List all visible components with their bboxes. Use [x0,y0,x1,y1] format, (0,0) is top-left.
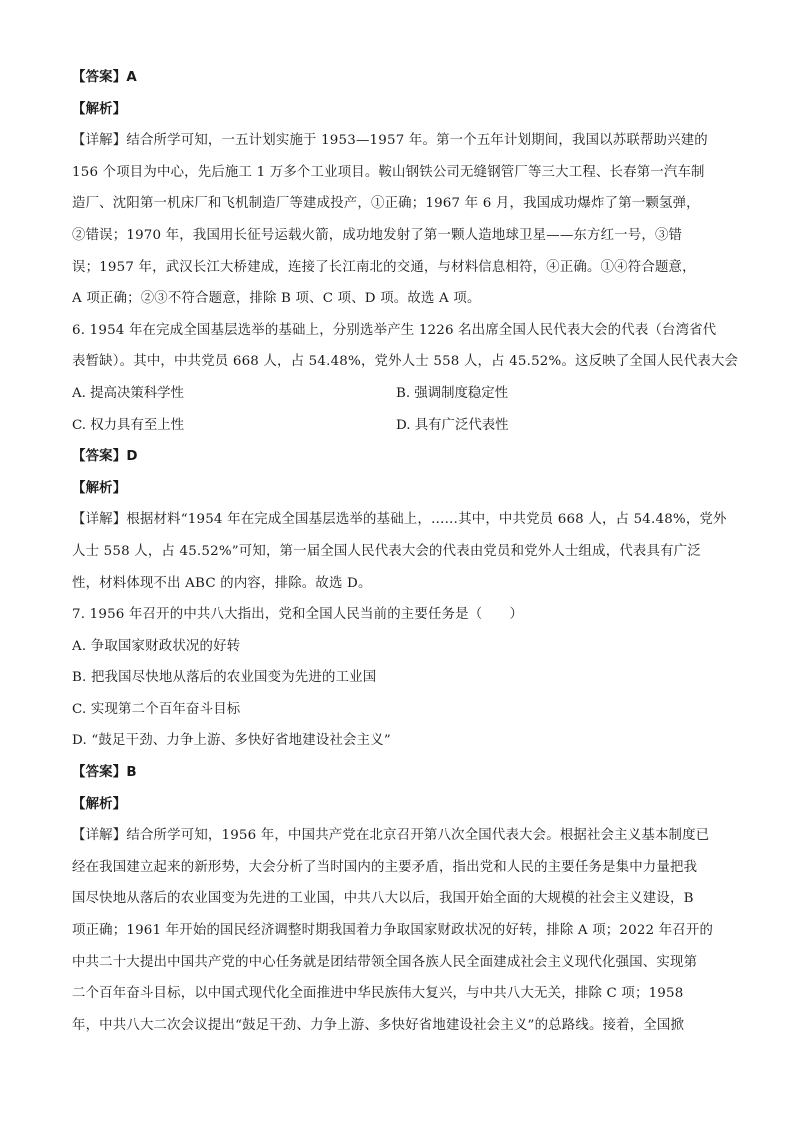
analysis-label: 【解析】 [72,101,127,117]
detail-text: 国尽快地从落后的农业国变为先进的工业国，中共八大以后，我国开始全面的大规模的社会主义建设，B [72,891,694,907]
question-6-options-row [72,410,732,442]
analysis-label: 【解析】 [72,796,127,812]
question-6-options-row [72,378,732,410]
question-6-stem: 表暂缺）。其中，中共党员 668 人，占 54.48%，党外人士 558 人，占 45.52%。这反映了全国人民代表大会 [72,354,739,370]
option-c: C. 实现第二个百年奋斗目标 [72,701,241,717]
detail-text: 【详解】结合所学可知，一五计划实施于 1953—1957 年。第一个五年计划期间，我国以苏联帮助兴建的 [72,133,708,149]
detail-text: 人士 558 人，占 45.52%”可知，第一届全国人民代表大会的代表由党员和党外人士组成，代表具有广泛 [72,543,701,559]
option-c: C. 权力具有至上性 [72,417,185,433]
detail-text: 年，中共八大二次会议提出“鼓足干劲、力争上游、多快好省地建设社会主义”的总路线。接着，全国掀 [72,1017,685,1033]
answer-label: 【答案】D [72,449,138,465]
detail-text: 二个百年奋斗目标，以中国式现代化全面推进中华民族伟大复兴，与中共八大无关，排除 C 项；1958 [72,986,684,1002]
detail-text: 【详解】结合所学可知，1956 年，中国共产党在北京召开第八次全国代表大会。根据社会主义基本制度已 [72,828,710,844]
document-page [72,62,739,1041]
detail-text: ②错误；1970 年，我国用长征号运载火箭，成功地发射了第一颗人造地球卫星——东方红一号，③错 [72,227,683,243]
analysis-label: 【解析】 [72,480,127,496]
detail-text: 项正确；1961 年开始的国民经济调整时期我国着力争取国家财政状况的好转，排除 A 项；2022 年召开的 [72,923,714,939]
detail-text: 误；1957 年，武汉长江大桥建成，连接了长江南北的交通，与材料信息相符，④正确。①④符合题意， [72,259,696,275]
detail-text: 经在我国建立起来的新形势，大会分析了当时国内的主要矛盾，指出党和人民的主要任务是集中力量把我 [72,859,698,875]
answer-label: 【答案】B [72,765,137,781]
detail-text: 【详解】根据材料“1954 年在完成全国基层选举的基础上，……其中，中共党员 668 人，占 54.48%，党外 [72,512,727,528]
detail-text: 中共二十大提出中国共产党的中心任务就是团结带领全国各族人民全面建成社会主义现代化强国、实现第 [72,954,698,970]
option-a: A. 争取国家财政状况的好转 [72,638,241,654]
option-b: B. 强调制度稳定性 [396,385,509,401]
question-7-stem: 7. 1956 年召开的中共八大指出，党和全国人民当前的主要任务是（ ） [72,607,524,623]
option-d: D. 具有广泛代表性 [396,417,509,433]
option-d: D. “鼓足干劲、力争上游、多快好省地建设社会主义” [72,733,391,749]
option-b: B. 把我国尽快地从落后的农业国变为先进的工业国 [72,670,377,686]
answer-label: 【答案】A [72,70,137,85]
detail-text: 性，材料体现不出 ABC 的内容，排除。故选 D。 [72,575,372,591]
detail-text: 156 个项目为中心，先后施工 1 万多个工业项目。鞍山钢铁公司无缝钢管厂等三大工程、长春第一汽车制 [72,164,705,180]
detail-text: 造厂、沈阳第一机床厂和飞机制造厂等建成投产，①正确；1967 年 6 月，我国成功爆炸了第一颗氢弹， [72,196,700,212]
detail-text: A 项正确；②③不符合题意，排除 B 项、C 项、D 项。故选 A 项。 [72,291,481,307]
option-a: A. 提高决策科学性 [72,385,184,401]
question-6-stem: 6. 1954 年在完成全国基层选举的基础上，分别选举产生 1226 名出席全国人民代表大会的代表（台湾省代 [72,322,717,338]
